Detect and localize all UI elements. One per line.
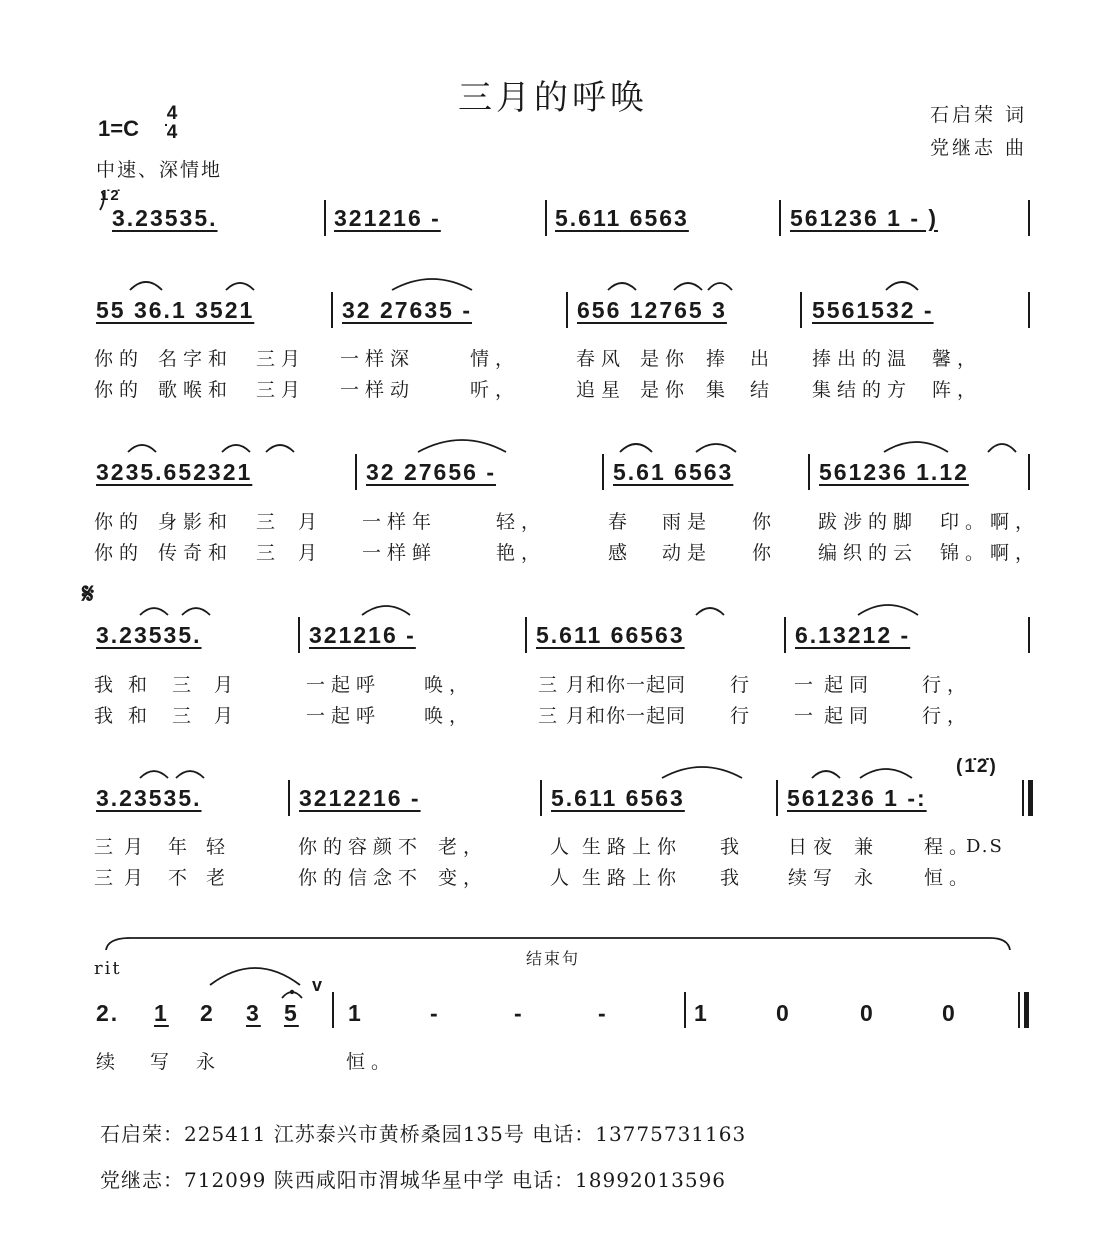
intro-measure-3: 5.611 6563 <box>555 205 689 231</box>
lyric: 起同 <box>824 674 875 696</box>
lyric: 锦。啊， <box>940 542 1041 564</box>
lyric: 捧 <box>706 348 732 370</box>
lyric: 月和你一起同 <box>566 705 687 727</box>
segno-sign: 𝄋 <box>82 578 95 609</box>
slur <box>708 283 732 290</box>
lyricist-contact: 石启荣：225411 江苏泰兴市黄桥桑园135号 电话：13775731163 <box>100 1122 747 1146</box>
lyric: 三月 <box>256 348 307 370</box>
end-note: 0 <box>942 1000 957 1026</box>
lyric: 结 <box>750 379 776 401</box>
volta-bracket: (1̇2̇) <box>956 756 998 777</box>
lyric: 行， <box>922 674 973 696</box>
slur <box>988 444 1016 452</box>
lyric: 捧出的温 <box>812 348 913 370</box>
slur <box>662 767 742 778</box>
slur <box>608 283 636 290</box>
lyric: 月 <box>124 836 150 858</box>
s2-measure-4: 561236 1.12 <box>819 459 969 485</box>
lyric: 三 <box>538 674 564 696</box>
lyric: 三 <box>256 511 282 533</box>
lyric: 艳， <box>496 542 547 564</box>
lyric: 人 <box>550 836 576 858</box>
fermata <box>282 992 302 998</box>
lyric: 老 <box>206 867 232 889</box>
lyric: 雨是 <box>662 511 713 533</box>
lyric: 轻， <box>496 511 547 533</box>
ritardando-mark: rit <box>94 958 122 979</box>
slur <box>226 283 254 290</box>
slur <box>418 440 506 452</box>
intro-measure-1: 3.23535. <box>112 205 218 231</box>
slur <box>362 606 410 615</box>
s1-measure-2: 32 27635 - <box>342 297 472 323</box>
lyric: 一样动 <box>340 379 416 401</box>
slur <box>696 608 724 615</box>
lyric: 感 <box>608 542 634 564</box>
lyric: 永 <box>196 1051 222 1073</box>
lyric: 一样鲜 <box>362 542 438 564</box>
slur <box>696 444 736 452</box>
slur <box>128 445 156 452</box>
lyric: 写 <box>150 1051 176 1073</box>
lyric: 程。 <box>924 836 975 858</box>
slur <box>884 442 948 452</box>
lyric: 唤， <box>424 674 475 696</box>
lyric: 你的 <box>94 542 145 564</box>
lyric: 三 <box>256 542 282 564</box>
intro-prefix: 1̇2̇ <box>100 187 121 204</box>
s3-measure-4: 6.13212 - <box>795 622 911 648</box>
slur <box>812 771 840 778</box>
slur <box>858 605 918 615</box>
lyric: 轻 <box>206 836 232 858</box>
lyric: 春 <box>608 511 634 533</box>
lyric: 我 <box>94 674 120 696</box>
lyric: 你的容颜不 <box>298 836 424 858</box>
lyric: 阵， <box>932 379 983 401</box>
lyric: 春风 <box>576 348 627 370</box>
lyric: 行 <box>730 674 756 696</box>
lyric: 集 <box>706 379 732 401</box>
lyric: 你 <box>752 542 778 564</box>
slur <box>620 444 652 452</box>
time-signature-top: 4 <box>166 103 178 124</box>
lyric: 追星 <box>576 379 627 401</box>
slur <box>140 608 168 615</box>
lyric: 起同 <box>824 705 875 727</box>
lyric: 一 <box>794 674 820 696</box>
lyric: 歌喉和 <box>158 379 234 401</box>
slur <box>392 279 472 290</box>
lyric: 是你 <box>640 348 691 370</box>
lyric: 我 <box>720 836 746 858</box>
s1-measure-1: 55 36.1 3521 <box>96 297 255 323</box>
s4-measure-4: 561236 1 -: <box>787 785 927 811</box>
lyric: 你 <box>752 511 778 533</box>
end-note: 5 <box>284 1000 299 1026</box>
lyric: 三 <box>172 705 198 727</box>
lyric: 是你 <box>640 379 691 401</box>
intro-measure-2: 321216 - <box>334 205 441 231</box>
end-note: 1 <box>348 1000 363 1026</box>
lyric: 编织的云 <box>818 542 919 564</box>
lyric: 日夜 <box>788 836 839 858</box>
slur <box>130 282 162 290</box>
end-note: 2. <box>96 1000 120 1026</box>
slur <box>140 771 168 778</box>
lyric: 你的 <box>94 348 145 370</box>
s2-measure-1: 3235.652321 <box>96 459 253 485</box>
lyric: 唤， <box>424 705 475 727</box>
lyric: 老， <box>438 836 489 858</box>
lyric: 动是 <box>662 542 713 564</box>
slur <box>182 608 210 615</box>
lyric: 一 <box>794 705 820 727</box>
lyric: 行， <box>922 705 973 727</box>
s4-measure-2: 3212216 - <box>299 785 421 811</box>
intro-measure-4: 561236 1 - ) <box>790 205 939 231</box>
fermata-dot <box>290 990 294 994</box>
s3-measure-2: 321216 - <box>309 622 416 648</box>
tempo-marking: 中速、深情地 <box>96 159 223 181</box>
end-note: 1 <box>154 1000 169 1026</box>
song-title: 三月的呼唤 <box>458 78 648 118</box>
composer-credit: 党继志 曲 <box>930 137 1028 159</box>
lyric: 和 <box>128 674 154 696</box>
end-note: 3 <box>246 1000 261 1026</box>
lyric: 出 <box>750 348 776 370</box>
lyric: 你的信念不 <box>298 867 424 889</box>
lyric: 三 <box>94 867 120 889</box>
lyric: 传奇和 <box>158 542 234 564</box>
end-note: 1 <box>694 1000 709 1026</box>
ending-label: 结束句 <box>526 949 581 968</box>
lyric: 你的 <box>94 511 145 533</box>
slur <box>222 445 250 452</box>
lyric: 一样深 <box>340 348 416 370</box>
lyric: 不 <box>168 867 194 889</box>
lyric: 三 <box>538 705 564 727</box>
lyric: 兼 <box>854 836 880 858</box>
lyric: 我 <box>720 867 746 889</box>
lyric: 一起呼 <box>306 674 382 696</box>
lyric: 月 <box>214 705 240 727</box>
lyric: 和 <box>128 705 154 727</box>
lyric: 月 <box>298 511 324 533</box>
s1-measure-4: 5561532 - <box>812 297 934 323</box>
lyric: 年 <box>168 836 194 858</box>
lyric: 我 <box>94 705 120 727</box>
s3-measure-3: 5.611 66563 <box>536 622 685 648</box>
lyric: 恒。 <box>346 1051 397 1073</box>
lyric: 变， <box>438 867 489 889</box>
end-note: 0 <box>776 1000 791 1026</box>
slur <box>886 282 918 290</box>
s3-measure-1: 3.23535. <box>96 622 202 648</box>
end-note: - <box>430 1000 440 1026</box>
composer-contact: 党继志：712099 陕西咸阳市渭城华星中学 电话：18992013596 <box>100 1168 727 1192</box>
lyric: 生路上你 <box>582 836 683 858</box>
lyric: 生路上你 <box>582 867 683 889</box>
breath-mark: v <box>312 975 325 995</box>
lyric: 馨， <box>932 348 983 370</box>
time-signature <box>165 104 179 142</box>
lyric: 身影和 <box>158 511 234 533</box>
dal-segno: D.S <box>966 836 1004 857</box>
lyric: 三 <box>94 836 120 858</box>
end-note: 2 <box>200 1000 215 1026</box>
end-note: - <box>598 1000 608 1026</box>
lyric: 情， <box>470 348 521 370</box>
lyric: 三 <box>172 674 198 696</box>
lyric: 印。啊， <box>940 511 1041 533</box>
end-note: 0 <box>860 1000 875 1026</box>
key-signature: 1=C <box>98 116 139 141</box>
slur <box>860 769 912 778</box>
lyric: 续 <box>96 1051 122 1073</box>
lyric: 集结的方 <box>812 379 913 401</box>
lyric: 跋涉的脚 <box>818 511 919 533</box>
lyric: 听， <box>470 379 521 401</box>
s4-measure-3: 5.611 6563 <box>551 785 685 811</box>
s4-measure-1: 3.23535. <box>96 785 202 811</box>
lyric: 月 <box>124 867 150 889</box>
lyric: 月 <box>214 674 240 696</box>
lyric: 永 <box>854 867 880 889</box>
slur <box>674 283 702 290</box>
time-signature-bottom: 4 <box>166 122 178 143</box>
end-note: - <box>514 1000 524 1026</box>
lyric: 一样年 <box>362 511 438 533</box>
slur <box>176 771 204 778</box>
lyricist-credit: 石启荣 词 <box>930 104 1028 126</box>
slur <box>266 445 294 452</box>
lyric: 月和你一起同 <box>566 674 687 696</box>
lyric: 一起呼 <box>306 705 382 727</box>
lyric: 月 <box>298 542 324 564</box>
lyric: 人 <box>550 867 576 889</box>
lyric: 名字和 <box>158 348 234 370</box>
lyric: 你的 <box>94 379 145 401</box>
lyric: 行 <box>730 705 756 727</box>
s1-measure-3: 656 12765 3 <box>577 297 727 323</box>
s2-measure-2: 32 27656 - <box>366 459 496 485</box>
s2-measure-3: 5.61 6563 <box>613 459 734 485</box>
lyric: 续写 <box>788 867 839 889</box>
lyric: 恒。 <box>924 867 975 889</box>
slur <box>210 968 300 985</box>
lyric: 三月 <box>256 379 307 401</box>
